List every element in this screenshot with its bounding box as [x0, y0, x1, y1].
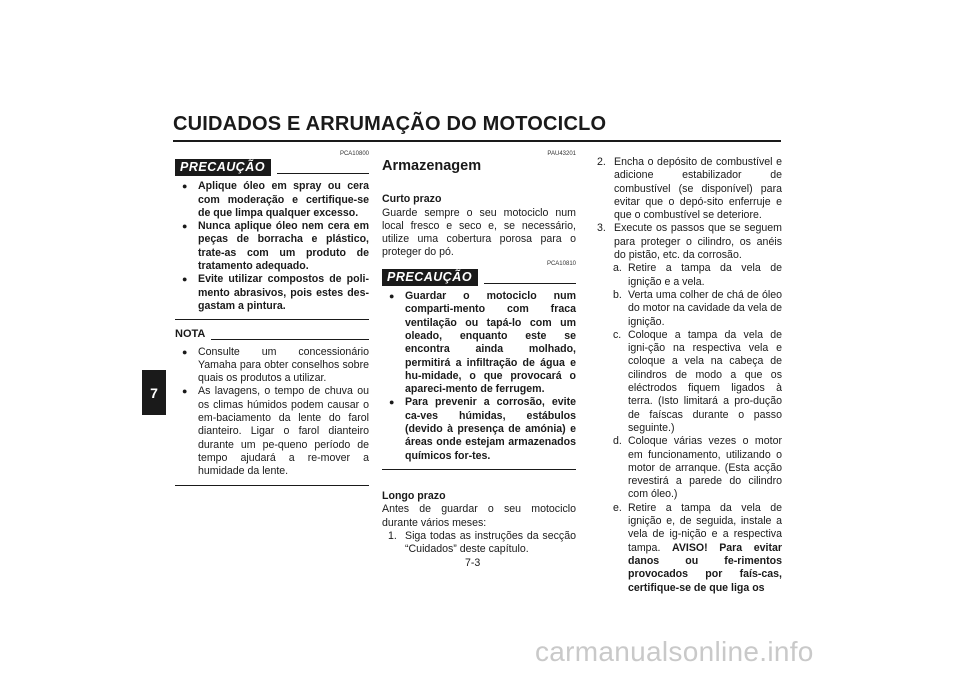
list-item: ● Guardar o motociclo num comparti-mento com fraca ventilação ou tapá-lo com um oleado, enquanto este se encontra ainda molhado, permitirá a infiltração de água e hu-midade, o que provocará o apareci-mento de ferrugem.: [382, 290, 576, 396]
step-text: Execute os passos que se seguem para proteger o cilindro, os anéis do pistão, etc. da corrosão.: [614, 222, 782, 262]
step-number: 3.: [597, 222, 606, 235]
substep-item: [591, 289, 782, 329]
left-column: [175, 150, 369, 486]
substep-text: Coloque várias vezes o motor em funcionamento, utilizando o motor de arranque. (Esta acção revestirá a parede do cilindro com óleo.): [628, 435, 782, 501]
section-title: Armazenagem: [382, 158, 482, 174]
chapter-tab: 7: [142, 370, 166, 415]
substep-text: [628, 502, 782, 595]
caution-header: [175, 159, 369, 176]
bullet-icon: ●: [182, 386, 188, 397]
substep-text: Verta uma colher de chá de óleo do motor na cavidade da vela de ignição.: [628, 288, 782, 328]
caution-list: [382, 290, 576, 463]
step-number: 2.: [597, 156, 606, 168]
bullet-icon: ●: [182, 221, 188, 232]
list-item: ● Consulte um concessionário Yamaha para obter conselhos sobre quais os produtos a utilizar.: [175, 346, 369, 386]
caution-label: PRECAUÇÃO: [382, 269, 478, 286]
step-text: Encha o depósito de combustível e adicione estabilizador de combustível (se disponível) para evitar que o depó-sito enferruje e que o combustível se deteriore.: [614, 156, 782, 222]
caution-divider: [484, 283, 576, 284]
caution-divider: [277, 173, 369, 174]
long-term-heading: Longo prazo: [382, 489, 446, 502]
substep-e-text: Retire a tampa da vela de ignição e, de seguida, instale a vela de ig-nição e a respectiva tampa.: [628, 501, 782, 554]
step-item: [382, 530, 576, 557]
watermark[interactable]: carmanualsonline.info: [535, 636, 814, 667]
bullet-icon: ●: [182, 274, 188, 285]
substep-label: d.: [613, 435, 622, 448]
caution-end-divider: [382, 469, 576, 470]
substep-label: a.: [613, 262, 622, 275]
bullet-icon: ●: [182, 346, 188, 357]
substep-label: c.: [613, 328, 622, 341]
step-item: [591, 156, 782, 222]
substep-label: b.: [613, 288, 622, 301]
header-divider: [173, 140, 781, 142]
bullet-icon: ●: [389, 291, 395, 302]
caution-label: PRECAUÇÃO: [175, 159, 271, 176]
note-header: [175, 328, 369, 341]
caution-end-divider: [175, 319, 369, 320]
long-term-intro: Antes de guardar o seu motociclo durante vários meses:: [382, 503, 576, 529]
short-term-text: Guarde sempre o seu motociclo num local fresco e seco e, se necessário, utilize uma cobertura porosa para o proteger do pó.: [382, 206, 576, 259]
caution-code: PCA10800: [339, 151, 369, 157]
list-item: ● Evite utilizar compostos de poli-mento abrasivos, pois estes des-gastam a pintura.: [175, 273, 369, 313]
list-item: ● Para prevenir a corrosão, evite ca-ves húmidas, estábulos (devido à presença de amónia) e áreas onde estejam armazenados químicos for-tes.: [382, 396, 576, 462]
caution-code: PCA10810: [546, 260, 576, 267]
short-term-heading: Curto prazo: [382, 193, 442, 206]
substep-item: [591, 262, 782, 289]
section-code: PAU43201: [547, 151, 576, 157]
middle-column: [382, 150, 576, 556]
substep-item: [591, 435, 782, 501]
right-column: [591, 156, 782, 595]
caution-header: [382, 269, 576, 286]
caution-list: [175, 180, 369, 313]
note-label: NOTA: [175, 328, 206, 341]
substep-text: Coloque a tampa da vela de igni-ção na respectiva vela e coloque a vela na cabeça de cilindros de modo a que os eléctrodos fiquem ligados à terra. (Isto limitará a pro-dução de faíscas durante o passo seguinte.): [628, 328, 782, 434]
note-end-divider: [175, 485, 369, 486]
list-item: ● Aplique óleo em spray ou cera com moderação e certifique-se de que limpa qualquer excesso.: [175, 180, 369, 220]
bullet-icon: ●: [182, 181, 188, 192]
note-list: [175, 346, 369, 479]
substep-item: [591, 329, 782, 435]
substep-item: [591, 502, 782, 595]
note-divider: [211, 339, 369, 340]
warning-text: AVISO! Para evitar danos ou fe-rimentos provocados por faís-cas, certifique-se de que liga os: [628, 541, 782, 594]
substep-text: Retire a tampa da vela de ignição e a vela.: [628, 262, 782, 288]
list-item: ● Nunca aplique óleo nem cera em peças de borracha e plástico, trate-as com um produto de tratamento adequado.: [175, 220, 369, 273]
list-item: ● As lavagens, o tempo de chuva ou os climas húmidos podem causar o em-baciamento da lente do farol dianteiro. Ligar o farol dianteiro durante um pe-queno período de tempo ajudará a re-mover a humidade da lente.: [175, 385, 369, 478]
bullet-icon: ●: [389, 397, 395, 408]
page-number: 7-3: [465, 557, 481, 569]
step-number: 1.: [388, 529, 397, 542]
step-text: Siga todas as instruções da secção “Cuidados” deste capítulo.: [405, 529, 576, 556]
step-item: [591, 222, 782, 262]
page-title: CUIDADOS E ARRUMAÇÃO DO MOTOCICLO: [173, 113, 607, 135]
substep-label: e.: [613, 501, 622, 514]
